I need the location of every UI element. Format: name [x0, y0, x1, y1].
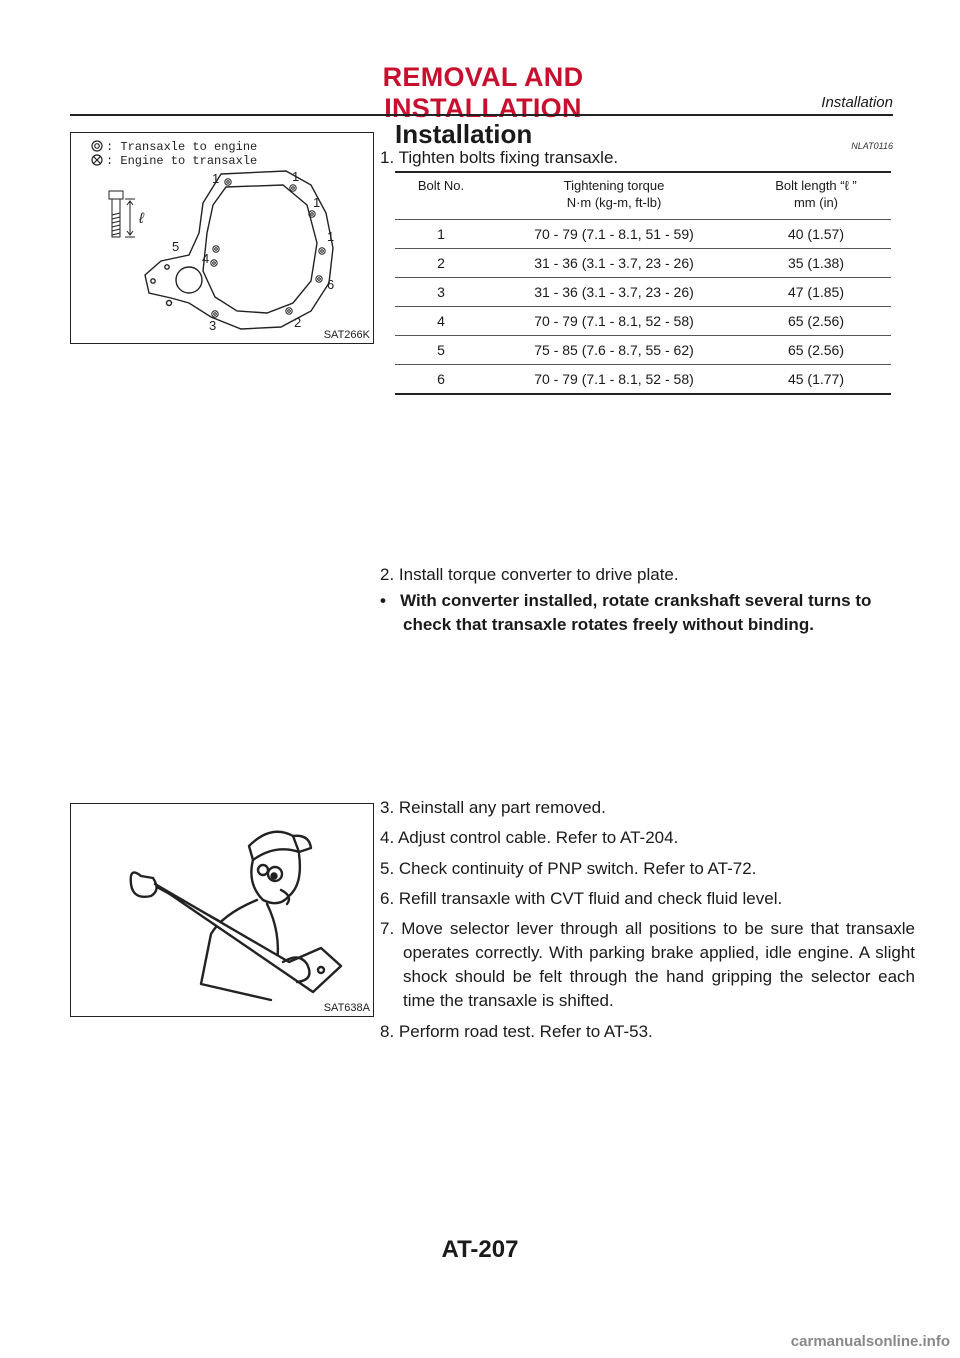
cell-bolt-no: 1: [395, 220, 487, 249]
watermark: carmanualsonline.info: [790, 1333, 950, 1350]
table-row: [395, 307, 891, 336]
bolt-label-4: 4: [202, 251, 210, 266]
figure-code: SAT266K: [323, 329, 370, 341]
step-5: 5. Check continuity of PNP switch. Refer to AT-72.: [380, 859, 757, 878]
page-header-title: REMOVAL AND INSTALLATION: [382, 62, 584, 123]
cell-length: 45 (1.77): [741, 365, 891, 395]
cell-length: 47 (1.85): [741, 278, 891, 307]
bolt-symbol-icon: [109, 191, 135, 237]
page-header-subtitle: Installation: [821, 94, 893, 111]
cell-bolt-no: 5: [395, 336, 487, 365]
cell-torque: 31 - 36 (3.1 - 3.7, 23 - 26): [487, 278, 741, 307]
page-number: AT-207: [441, 1236, 519, 1263]
section-code: NLAT0116: [851, 141, 893, 151]
bolt-markers: [211, 179, 325, 317]
cell-length: 65 (2.56): [741, 307, 891, 336]
cell-torque: 75 - 85 (7.6 - 8.7, 55 - 62): [487, 336, 741, 365]
figure-code: SAT638A: [323, 1002, 370, 1014]
header-tightening-torque: Tightening torque N·m (kg-m, ft-lb): [487, 172, 741, 220]
step-3: 3. Reinstall any part removed.: [380, 798, 606, 817]
cell-bolt-no: 2: [395, 249, 487, 278]
legend-transaxle-to-engine: : Transaxle to engine: [106, 140, 258, 154]
cell-torque: 70 - 79 (7.1 - 8.1, 52 - 58): [487, 307, 741, 336]
cell-torque: 70 - 79 (7.1 - 8.1, 51 - 59): [487, 220, 741, 249]
cell-torque: 31 - 36 (3.1 - 3.7, 23 - 26): [487, 249, 741, 278]
bullet-icon: •: [380, 591, 401, 610]
bolt-label-3: 3: [209, 318, 217, 333]
table-row: [395, 249, 891, 278]
header-divider: [70, 114, 893, 116]
bolt-label-5: 5: [172, 239, 180, 254]
cell-bolt-no: 3: [395, 278, 487, 307]
bolt-length-symbol: ℓ: [139, 210, 144, 227]
step-4: 4. Adjust control cable. Refer to AT-204.: [380, 828, 679, 847]
header-bolt-no: Bolt No.: [395, 172, 487, 220]
bolt-label-6: 6: [327, 277, 335, 292]
table-row: [395, 336, 891, 365]
cell-bolt-no: 6: [395, 365, 487, 395]
header-bolt-length: Bolt length “ℓ ” mm (in): [741, 172, 891, 220]
warning-bullet: • With converter installed, rotate crankshaft several turns to check that transaxle rotates freely without binding.: [380, 591, 872, 634]
tightening-torque-table: [395, 171, 891, 395]
bolt-location-figure: [70, 132, 374, 344]
bolt-label-1d: 1: [327, 229, 335, 244]
mechanic-figure: [70, 803, 374, 1017]
bolt-location-diagram: [71, 133, 373, 343]
crossed-circle-icon: [92, 155, 102, 165]
bolt-label-1a: 1: [212, 171, 220, 186]
step-7: 7. Move selector lever through all positions to be sure that transaxle operates correctly. With parking brake applied, idle engine. A slight shock should be felt through the hand gripping the selector each time the transaxle is shifted.: [380, 919, 915, 1010]
bolt-label-2: 2: [294, 315, 302, 330]
bolt-label-1b: 1: [292, 169, 300, 184]
cell-torque: 70 - 79 (7.1 - 8.1, 52 - 58): [487, 365, 741, 395]
step-2: 2. Install torque converter to drive plate.: [380, 565, 679, 584]
table-row: [395, 278, 891, 307]
mechanic-illustration: [71, 804, 373, 1016]
step-8: 8. Perform road test. Refer to AT-53.: [380, 1022, 653, 1041]
table-header-row: [395, 172, 891, 220]
double-circle-icon: [92, 141, 102, 151]
table-row: [395, 220, 891, 249]
cell-bolt-no: 4: [395, 307, 487, 336]
cell-length: 35 (1.38): [741, 249, 891, 278]
section-title: Installation: [395, 119, 533, 149]
step-1: 1. Tighten bolts fixing transaxle.: [380, 148, 619, 167]
step-6: 6. Refill transaxle with CVT fluid and check fluid level.: [380, 889, 783, 908]
cell-length: 40 (1.57): [741, 220, 891, 249]
bolt-label-1c: 1: [313, 195, 321, 210]
legend-engine-to-transaxle: : Engine to transaxle: [106, 154, 258, 168]
cell-length: 65 (2.56): [741, 336, 891, 365]
table-row: [395, 365, 891, 395]
